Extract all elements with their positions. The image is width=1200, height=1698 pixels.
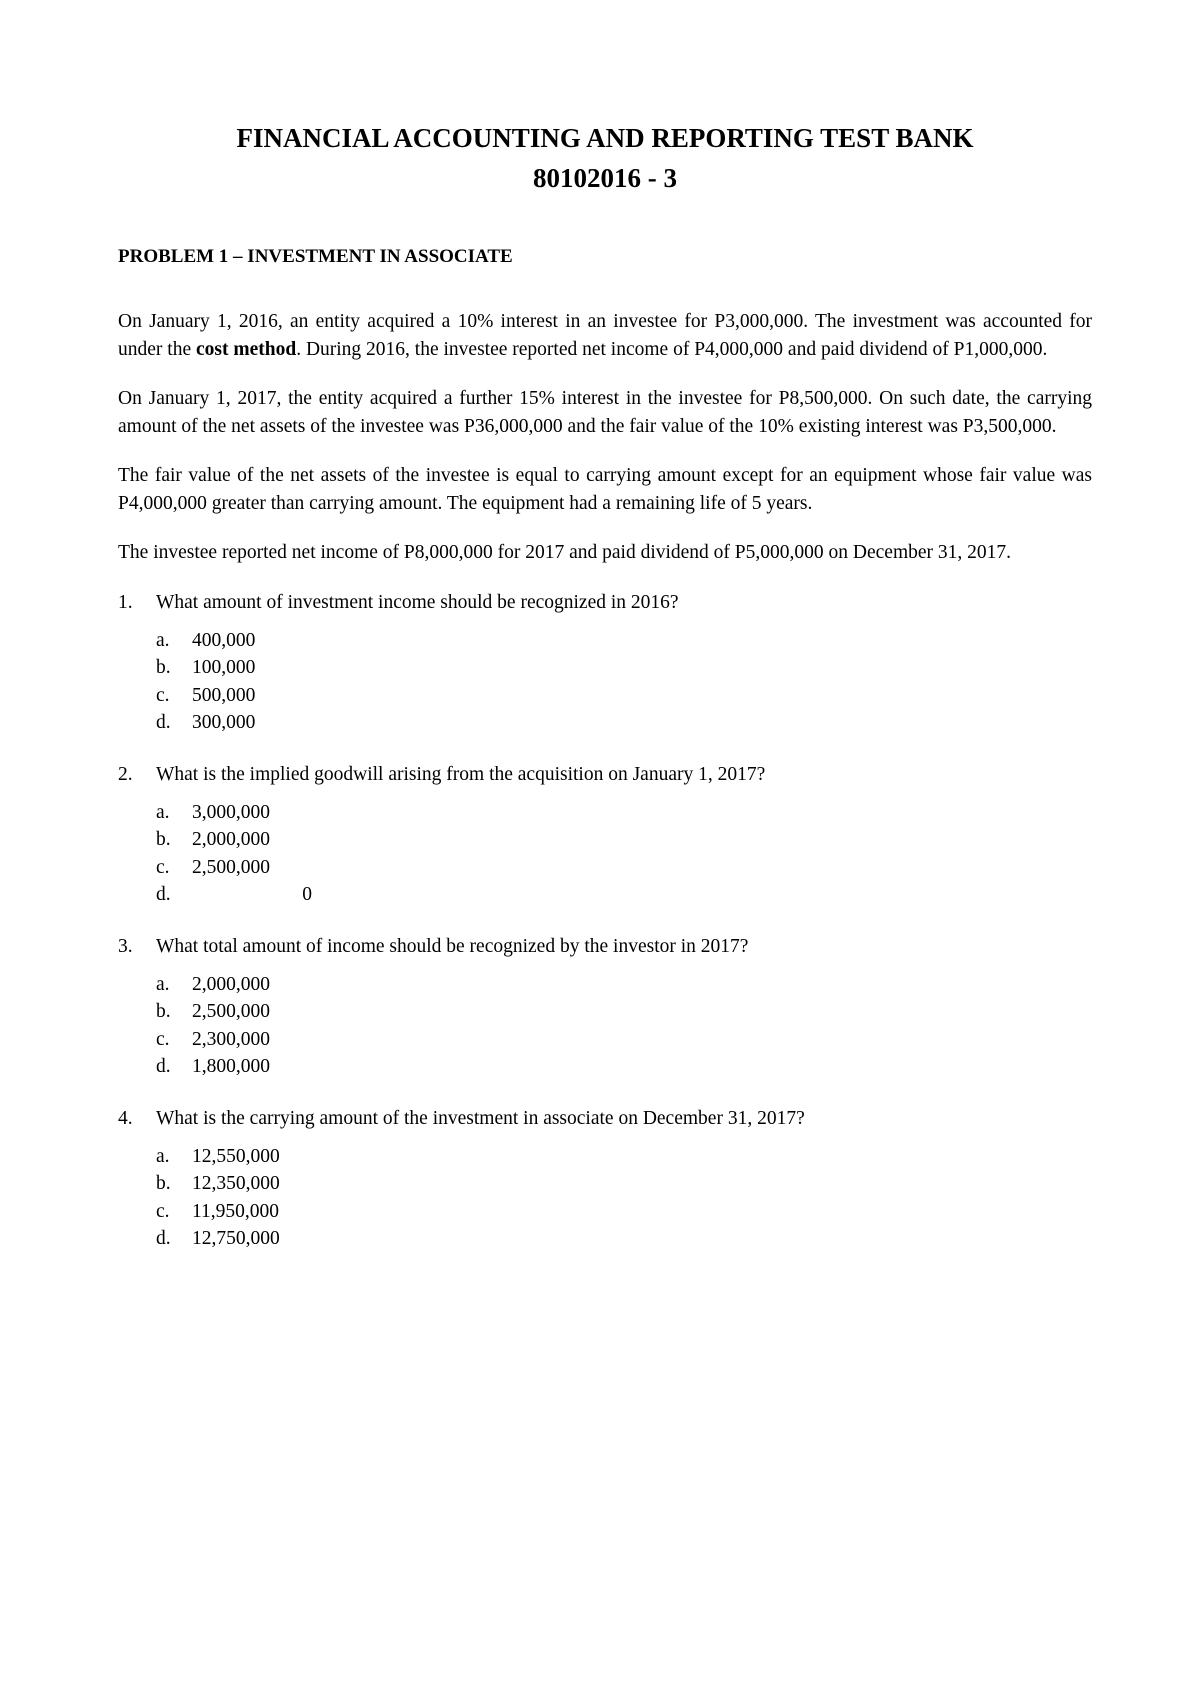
option-1d [156, 709, 1092, 737]
option-1b [156, 654, 1092, 682]
option-2d [156, 881, 1092, 909]
question-4-options [156, 1143, 1092, 1253]
option-3d [156, 1053, 1092, 1081]
option-value: 12,750,000 [192, 1228, 280, 1249]
question-1 [118, 589, 1092, 737]
option-letter: c. [156, 856, 170, 878]
question-2-line [118, 761, 1092, 789]
option-letter: b. [156, 829, 171, 850]
option-4a [156, 1143, 1092, 1171]
option-letter: d. [156, 1228, 171, 1249]
option-letter: b. [156, 1173, 171, 1194]
option-letter: c. [156, 684, 170, 706]
option-3c [156, 1026, 1092, 1054]
question-2 [118, 761, 1092, 909]
question-2-options [156, 799, 1092, 909]
option-letter: c. [156, 1028, 170, 1050]
option-4b [156, 1170, 1092, 1198]
question-3 [118, 933, 1092, 1081]
option-value: 100,000 [192, 657, 256, 678]
option-value: 500,000 [192, 684, 256, 706]
paragraph-1-bold-term: cost method [195, 338, 297, 360]
option-letter: d. [156, 712, 171, 733]
option-3b [156, 998, 1092, 1026]
question-number: 3. [118, 935, 133, 957]
option-value: 12,350,000 [192, 1173, 280, 1194]
question-list [118, 589, 1092, 1253]
option-letter: a. [156, 801, 170, 823]
option-1a [156, 627, 1092, 655]
question-3-options [156, 971, 1092, 1081]
option-value: 2,500,000 [192, 1001, 270, 1022]
question-number: 1. [118, 591, 133, 613]
option-letter: a. [156, 629, 170, 651]
option-value: 2,300,000 [192, 1028, 270, 1050]
problem-heading: PROBLEM 1 – INVESTMENT IN ASSOCIATE [118, 246, 513, 267]
option-2a [156, 799, 1092, 827]
option-letter: a. [156, 1145, 170, 1167]
option-2c [156, 854, 1092, 882]
paragraph-2: On January 1, 2017, the entity acquired a further 15% interest in the investee for P8,500,000. On such date, the carrying amount of the net assets of the investee was P36,000,000 and the fair value of the 10% existing interest was P3,500,000. [118, 388, 1092, 437]
paragraph-4: The investee reported net income of P8,000,000 for 2017 and paid dividend of P5,000,000 on December 31, 2017. [118, 542, 1012, 563]
option-4c [156, 1198, 1092, 1226]
option-2b [156, 826, 1092, 854]
question-text: What is the implied goodwill arising from the acquisition on January 1, 2017? [156, 763, 766, 785]
option-letter: c. [156, 1200, 170, 1222]
question-4-line [118, 1105, 1092, 1133]
paragraph-1-text-b: . During 2016, the investee reported net income of P4,000,000 and paid dividend of P1,000,000. [296, 338, 1048, 360]
option-letter: b. [156, 1001, 171, 1022]
document-title [118, 118, 1092, 198]
option-value: 2,000,000 [192, 829, 270, 850]
option-value: 400,000 [192, 629, 256, 651]
title-line-1: FINANCIAL ACCOUNTING AND REPORTING TEST BANK [236, 123, 974, 153]
question-4 [118, 1105, 1092, 1253]
option-1c [156, 682, 1092, 710]
paragraph-1-text-a: On January 1, 2016, an entity acquired a 10% interest in an investee for P3,000,000. The investment was accounted for under the [118, 311, 1092, 360]
option-3a [156, 971, 1092, 999]
option-letter: b. [156, 657, 171, 678]
question-number: 4. [118, 1107, 133, 1129]
option-value: 12,550,000 [192, 1145, 280, 1167]
title-line-2: 80102016 - 3 [533, 163, 677, 193]
question-text: What total amount of income should be recognized by the investor in 2017? [156, 935, 749, 957]
option-value: 3,000,000 [192, 801, 270, 823]
option-value: 1,800,000 [192, 1056, 270, 1077]
option-value: 2,500,000 [192, 856, 270, 878]
question-3-line [118, 933, 1092, 961]
option-letter: d. [156, 884, 171, 905]
question-1-options [156, 627, 1092, 737]
option-value: 11,950,000 [192, 1200, 280, 1222]
paragraph-3: The fair value of the net assets of the investee is equal to carrying amount except for an equipment whose fair value was P4,000,000 greater than carrying amount. The equipment had a remaining life of 5 years. [118, 465, 1092, 514]
question-1-line [118, 589, 1092, 617]
option-letter: a. [156, 973, 170, 995]
option-value: 300,000 [192, 712, 256, 733]
option-value: 0 [302, 884, 312, 905]
option-4d [156, 1225, 1092, 1253]
option-letter: d. [156, 1056, 171, 1077]
question-text: What amount of investment income should be recognized in 2016? [156, 591, 679, 613]
paragraph-1 [118, 308, 1092, 363]
question-number: 2. [118, 763, 133, 785]
question-text: What is the carrying amount of the investment in associate on December 31, 2017? [156, 1107, 805, 1129]
option-value: 2,000,000 [192, 973, 270, 995]
